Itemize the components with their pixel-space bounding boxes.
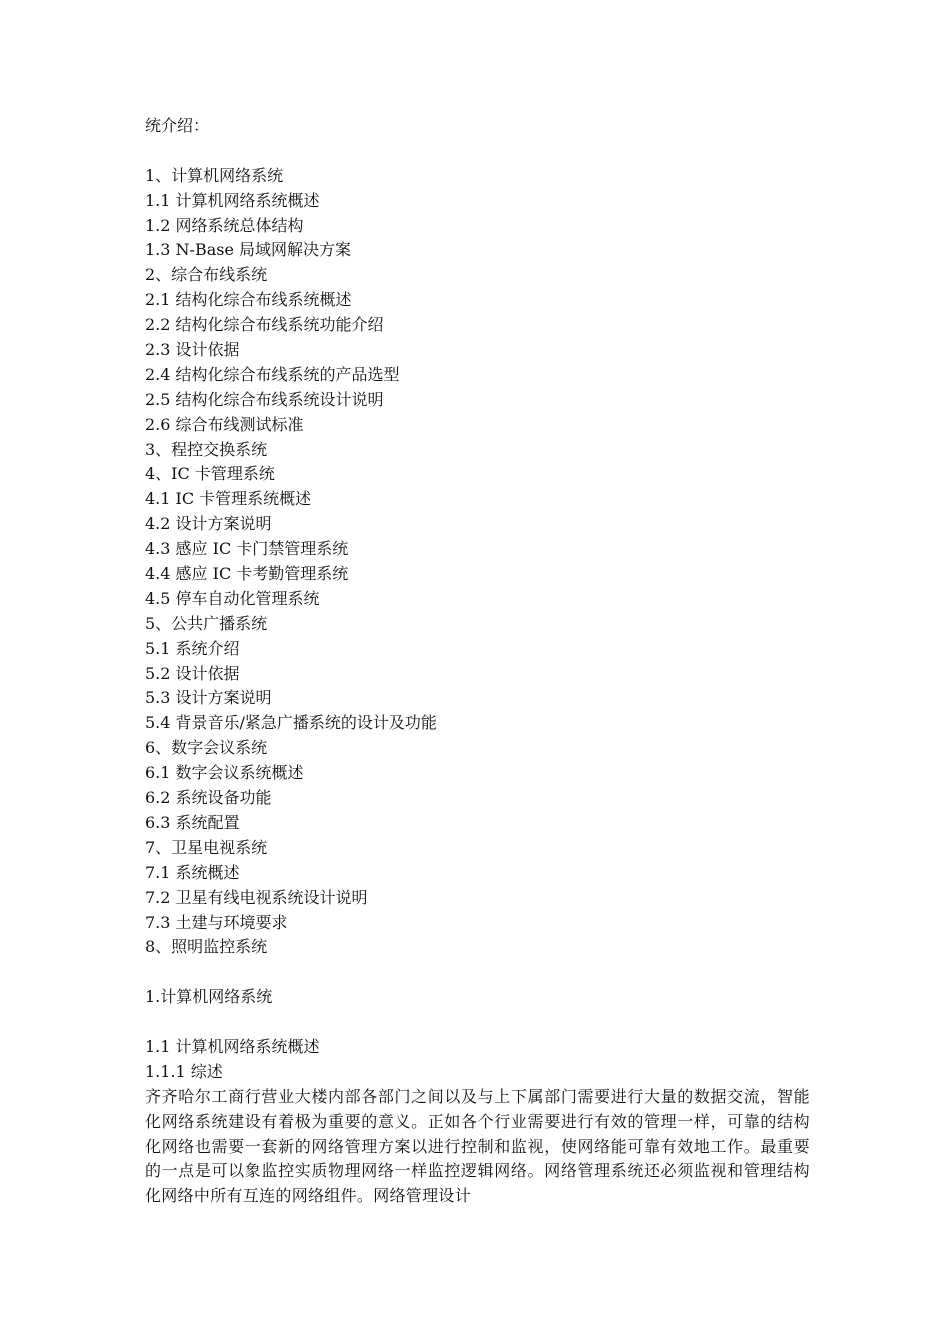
body-paragraph: 齐齐哈尔工商行营业大楼内部各部门之间以及与上下属部门需要进行大量的数据交流，智能化网络系统建设有着极为重要的意义。正如各个行业需要进行有效的管理一样，可靠的结构化网络也需要一套新的网络管理方案以进行控制和监视，使网络能可靠有效地工作。最重要的一点是可以象监控实质物理网络一样监控逻辑网络。网络管理系统还必须监视和管理结构化网络中所有互连的网络组件。网络管理设计 bbox=[145, 1086, 810, 1206]
toc-item: 2.3 设计依据 bbox=[145, 340, 240, 360]
toc-item: 5.3 设计方案说明 bbox=[145, 688, 272, 708]
toc-item: 2.1 结构化综合布线系统概述 bbox=[145, 290, 352, 310]
toc-item: 8、照明监控系统 bbox=[145, 937, 268, 957]
toc-item: 4.3 感应 IC 卡门禁管理系统 bbox=[145, 539, 349, 559]
toc-item: 5.2 设计依据 bbox=[145, 663, 240, 683]
toc-item: 7.1 系统概述 bbox=[145, 862, 240, 882]
toc-item: 2.4 结构化综合布线系统的产品选型 bbox=[145, 364, 400, 384]
subsubsection-title: 1.1.1 综述 bbox=[145, 1061, 223, 1081]
section-title: 1.计算机网络系统 bbox=[145, 987, 273, 1007]
spacer bbox=[145, 1010, 815, 1035]
toc-item: 4.2 设计方案说明 bbox=[145, 514, 272, 534]
toc-item: 2.5 结构化综合布线系统设计说明 bbox=[145, 389, 384, 409]
toc-item: 1、计算机网络系统 bbox=[145, 165, 284, 185]
toc-item: 1.3 N-Base 局域网解决方案 bbox=[145, 240, 352, 260]
subsection-title: 1.1 计算机网络系统概述 bbox=[145, 1036, 320, 1056]
toc-item: 2.2 结构化综合布线系统功能介绍 bbox=[145, 315, 384, 335]
toc-item: 7、卫星电视系统 bbox=[145, 837, 268, 857]
toc-item: 7.3 土建与环境要求 bbox=[145, 912, 288, 932]
toc-item: 7.2 卫星有线电视系统设计说明 bbox=[145, 887, 368, 907]
table-of-contents bbox=[145, 164, 815, 961]
toc-item: 2.6 综合布线测试标准 bbox=[145, 414, 304, 434]
toc-item: 6、数字会议系统 bbox=[145, 738, 268, 758]
toc-item: 6.3 系统配置 bbox=[145, 812, 240, 832]
toc-item: 1.1 计算机网络系统概述 bbox=[145, 190, 320, 210]
toc-item: 5.4 背景音乐/紧急广播系统的设计及功能 bbox=[145, 713, 437, 733]
toc-item: 6.1 数字会议系统概述 bbox=[145, 763, 304, 783]
toc-item: 4.4 感应 IC 卡考勤管理系统 bbox=[145, 564, 349, 584]
toc-item: 4.1 IC 卡管理系统概述 bbox=[145, 489, 312, 509]
toc-item: 5、公共广播系统 bbox=[145, 613, 268, 633]
toc-item: 4.5 停车自动化管理系统 bbox=[145, 588, 320, 608]
document-page bbox=[145, 114, 815, 1209]
toc-item: 1.2 网络系统总体结构 bbox=[145, 215, 304, 235]
toc-item: 5.1 系统介绍 bbox=[145, 638, 240, 658]
toc-item: 3、程控交换系统 bbox=[145, 439, 268, 459]
spacer bbox=[145, 960, 815, 985]
intro-heading: 统介绍： bbox=[145, 116, 210, 135]
toc-item: 4、IC 卡管理系统 bbox=[145, 464, 275, 484]
spacer bbox=[145, 139, 815, 164]
toc-item: 2、综合布线系统 bbox=[145, 265, 268, 285]
toc-item: 6.2 系统设备功能 bbox=[145, 788, 272, 808]
